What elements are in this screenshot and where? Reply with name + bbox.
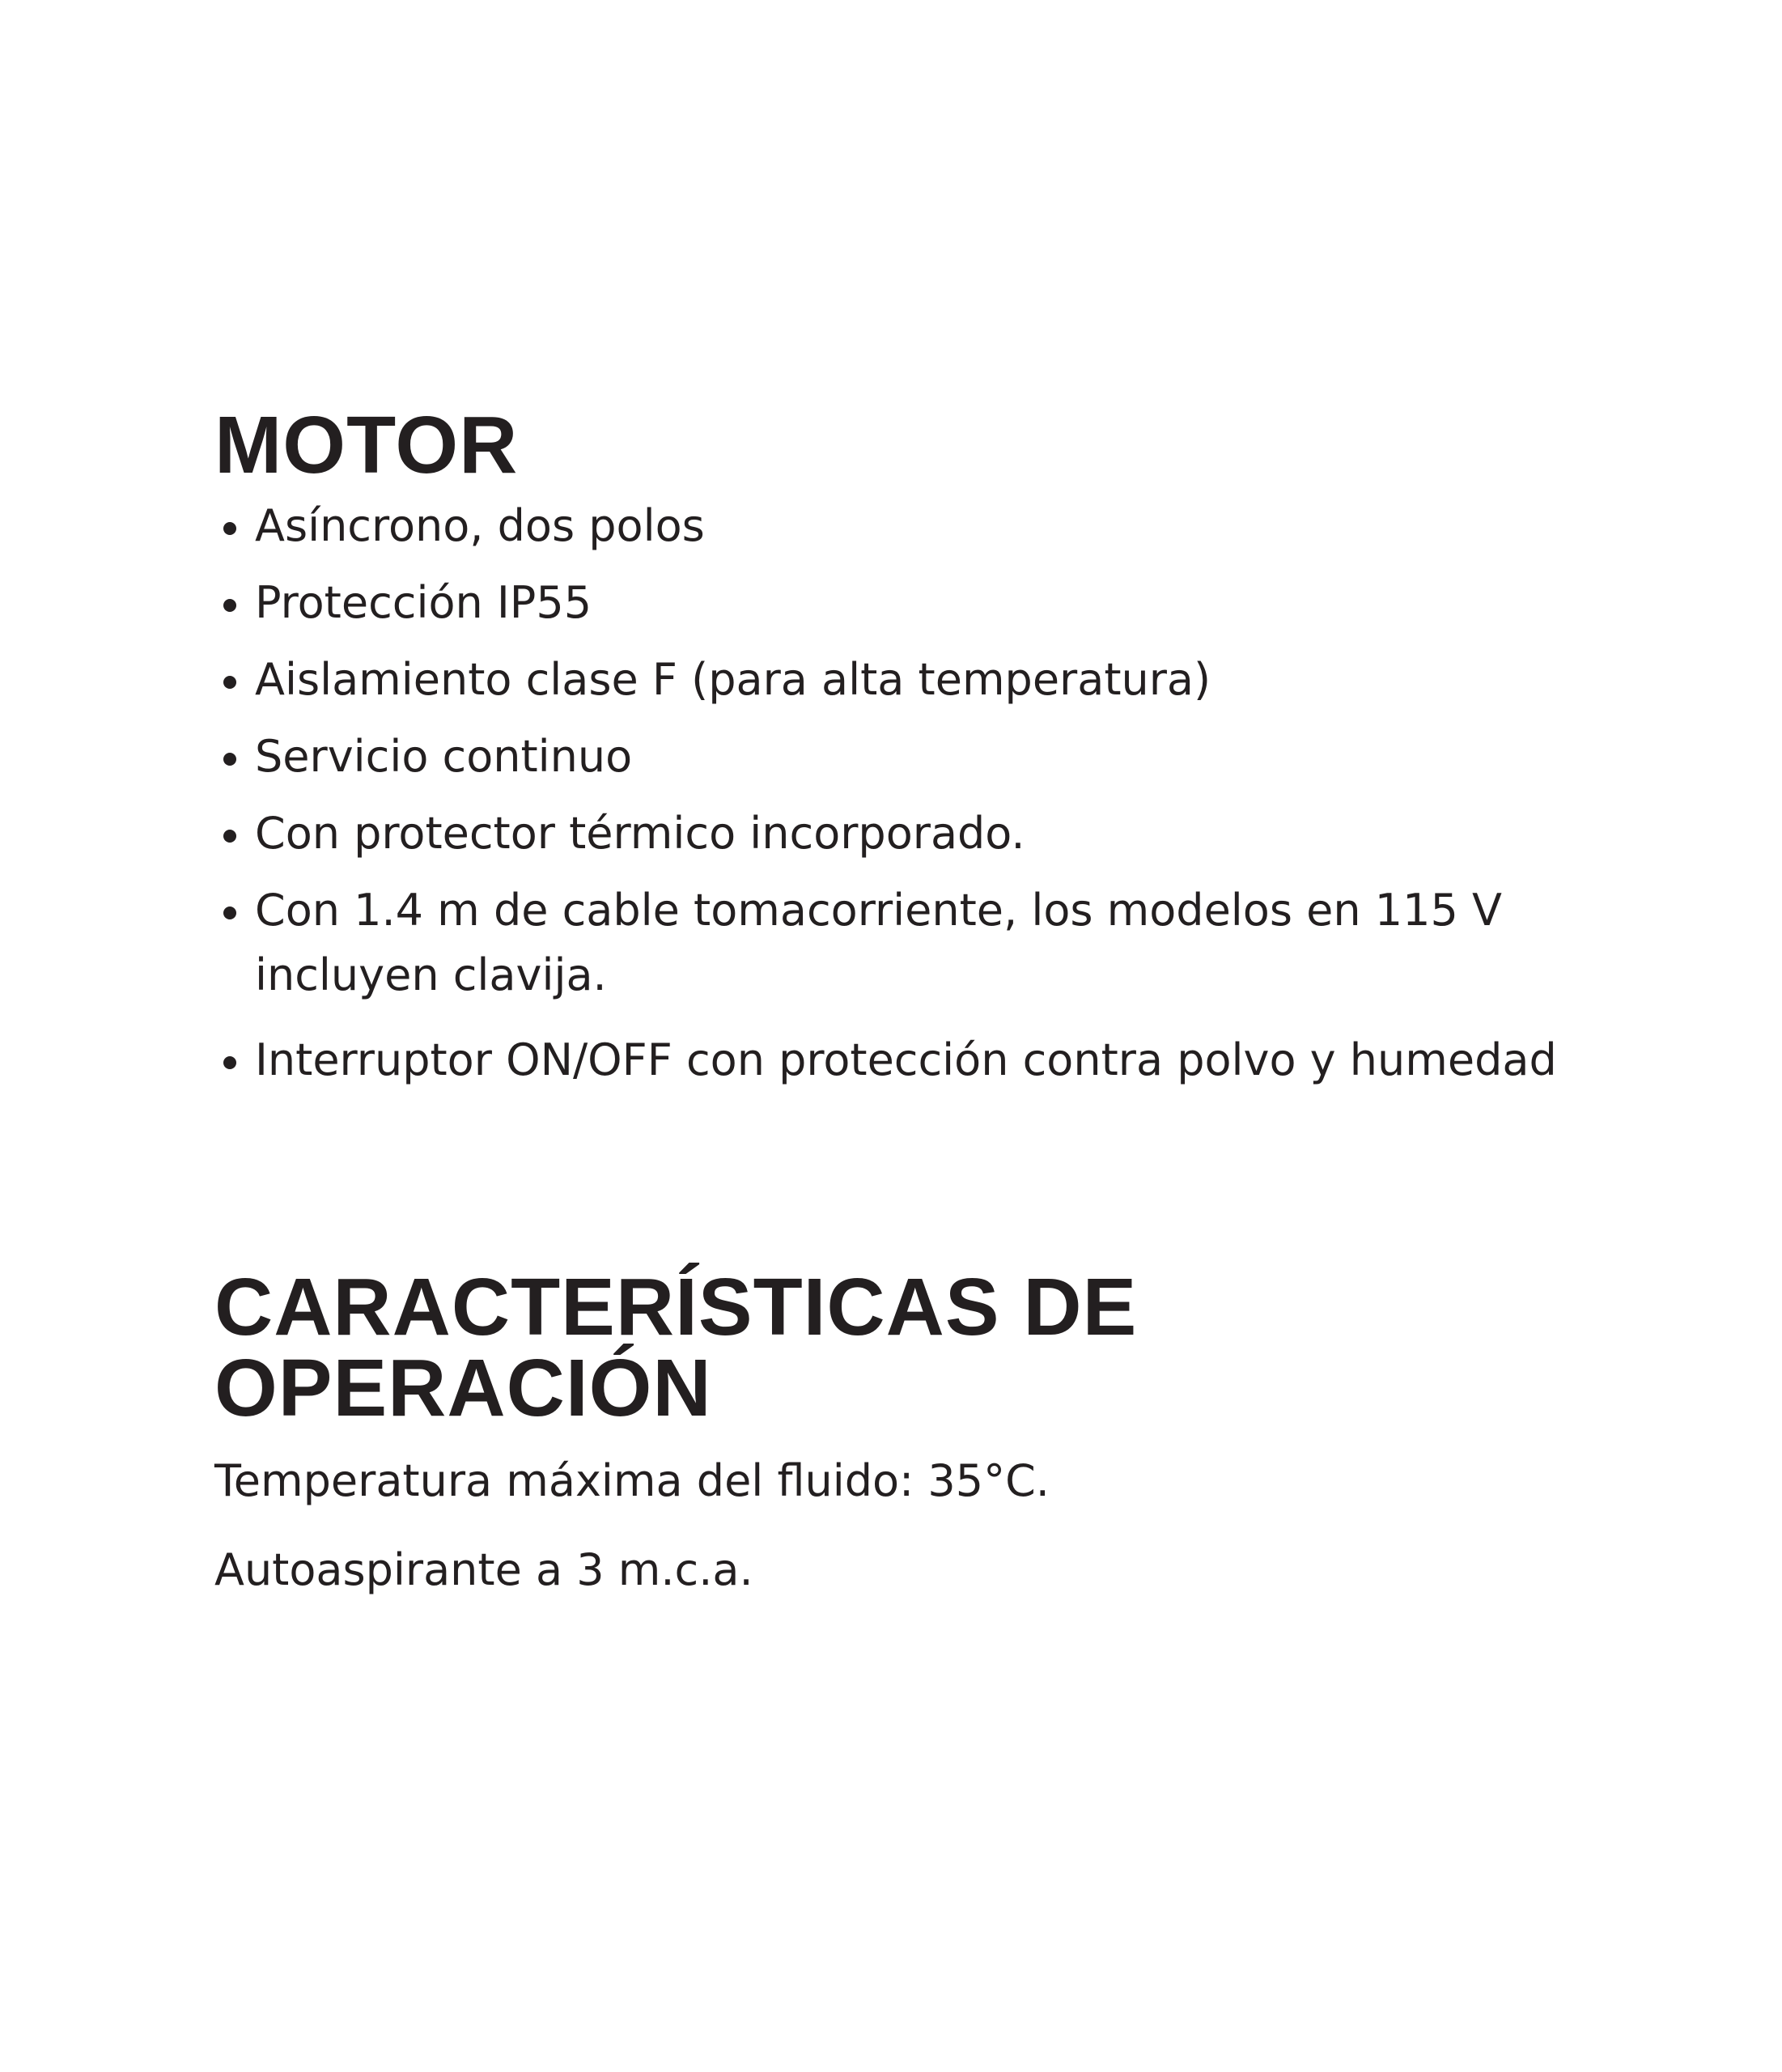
motor-spec-item: Protección IP55 [217, 571, 1674, 635]
motor-spec-list [217, 494, 1674, 1093]
motor-spec-item: Aislamiento clase F (para alta temperatura) [217, 648, 1674, 712]
motor-spec-item: Con protector térmico incorporado. [217, 801, 1674, 866]
motor-spec-item: Servicio continuo [217, 724, 1674, 789]
motor-spec-item: Con 1.4 m de cable tomacorriente, los modelos en 115 V incluyen clavija. [217, 878, 1566, 1008]
operation-heading-line1: CARACTERÍSTICAS DE [214, 1262, 1138, 1352]
motor-spec-item: Asíncrono, dos polos [217, 494, 1674, 558]
motor-heading: MOTOR [214, 400, 519, 490]
operation-heading [214, 1262, 1138, 1433]
motor-spec-item: Interruptor ON/OFF con protección contra polvo y humedad [217, 1028, 1674, 1093]
max-fluid-temperature: Temperatura máxima del fluido: 35°C. [214, 1455, 1050, 1506]
self-priming-height: Autoaspirante a 3 m.c.a. [214, 1544, 753, 1595]
operation-heading-line2: OPERACIÓN [214, 1343, 712, 1433]
